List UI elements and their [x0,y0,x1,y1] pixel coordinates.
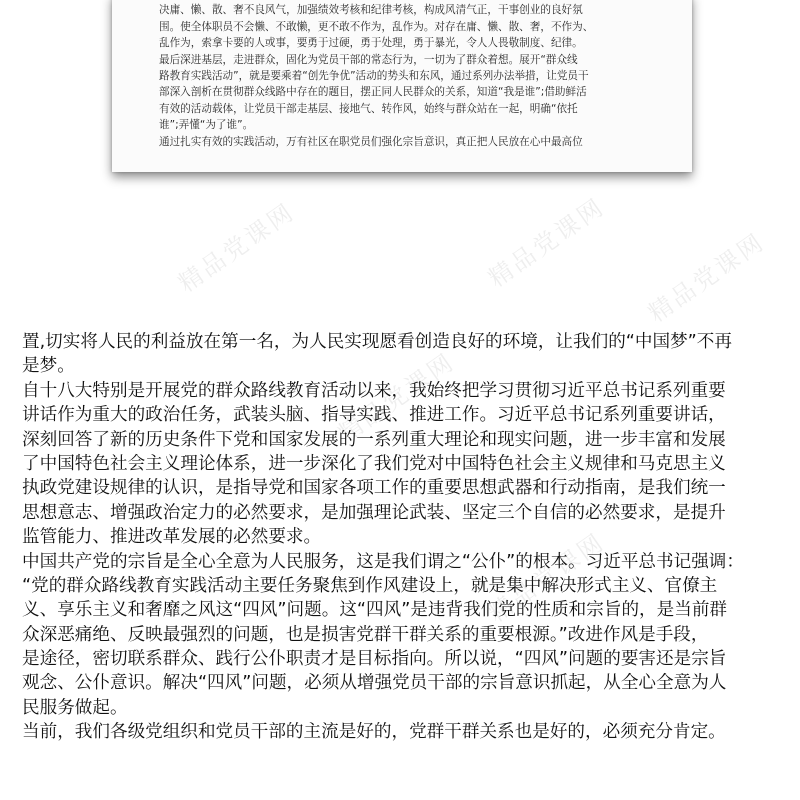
body-line: 监管能力、推进改革发展的必然要求。 [22,527,322,548]
document-body [22,330,782,745]
preview-line: 最后深进基层，走进群众，固化为党员干部的常态行为，一切为了群众着想。展开“群众线 [159,53,578,66]
body-line: 众深恶痛绝、反映最强烈的问题，也是损害党群干群关系的重要根源。”改进作风是手段， [22,624,709,645]
preview-line: 围。使全体职员不会懒、不敢懒，更不敢不作为，乱作为。对存在庸、懒、散、奢，不作为、 [159,20,594,33]
body-line: 思想意志、增强政治定力的必然要求，是加强理论武装、坚定三个自信的必然要求，是提升 [22,502,726,523]
preview-line: 谁”;弄懂“为了谁”。 [159,119,254,132]
body-line: 深刻回答了新的历史条件下党和国家发展的一系列重大理论和现实问题，进一步丰富和发展 [22,429,726,450]
watermark-text: 精品党课网 [483,527,611,628]
preview-text-block [159,0,659,150]
body-line: 是途径，密切联系群众、践行公仆职责才是目标指向。所以说，“四风”问题的要害还是宗旨 [22,649,727,670]
body-line: 当前，我们各级党组织和党员干部的主流是好的，党群干群关系也是好的，必须充分肯定。 [22,722,726,743]
document-preview-card [112,0,692,172]
body-line: “党的群众路线教育实践活动主要任务聚焦到作风建设上，就是集中解决形式主义、官僚主 [22,575,718,596]
body-line: 是梦。 [22,356,75,377]
preview-line: 乱作为，索拿卡要的人或事，要勇于过硬，勇于处理，勇于暴光，令人人畏敬制度、纪律。 [159,37,583,50]
body-line: 义、享乐主义和奢靡之风这“四风”问题。这“四风”是违背我们党的性质和宗旨的，是当前群 [22,600,728,621]
body-line: 中国共产党的宗旨是全心全意为人民服务，这是我们谓之“公仆”的根本。习近平总书记强调： [22,551,744,572]
body-line: 了中国特色社会主义理论体系，进一步深化了我们党对中国特色社会主义规律和马克思主义 [22,453,726,474]
preview-line: 路教育实践活动”，就是要乘着“创先争优”活动的势头和东风，通过系列办法举措，让党员干 [159,69,589,82]
body-line: 置,切实将人民的利益放在第一名，为人民实现愿看创造良好的环境，让我们的“中国梦”不再 [22,332,732,352]
preview-line: 决庸、懒、散、奢不良风气，加强绩效考核和纪律考核，构成风清气正，干事创业的良好氛 [159,4,583,17]
watermark-text: 精品党课网 [173,197,301,298]
watermark-text: 精品党课网 [643,227,771,328]
body-line: 民服务做起。 [22,697,128,718]
watermark-text: 精品党课网 [333,347,461,448]
preview-line: 部深入剖析在贯彻群众线路中存在的题目，摆正同人民群众的关系，知道“我是谁”;借助鲜活 [159,86,587,99]
body-line: 自十八大特别是开展党的群众路线教育活动以来，我始终把学习贯彻习近平总书记系列重要 [22,380,726,401]
body-line: 执政党建设规律的认识，是指导党和国家各项工作的重要思想武器和行动指南，是我们统一 [22,478,726,499]
body-line: 观念、公仆意识。解决“四风”问题，必须从增强党员干部的宗旨意识抓起，从全心全意为人 [22,673,727,694]
preview-line: 通过扎实有效的实践活动，万有社区在职党员们强化宗旨意识，真正把人民放在心中最高位 [159,135,583,148]
body-line: 讲话作为重大的政治任务，武装头脑、指导实践、推进工作。习近平总书记系列重要讲话， [22,405,726,426]
watermark-text: 精品党课网 [483,192,611,293]
preview-line: 有效的活动载体，让党员干部走基层、接地气、转作风，始终与群众站在一起，明确“依托 [159,102,578,115]
